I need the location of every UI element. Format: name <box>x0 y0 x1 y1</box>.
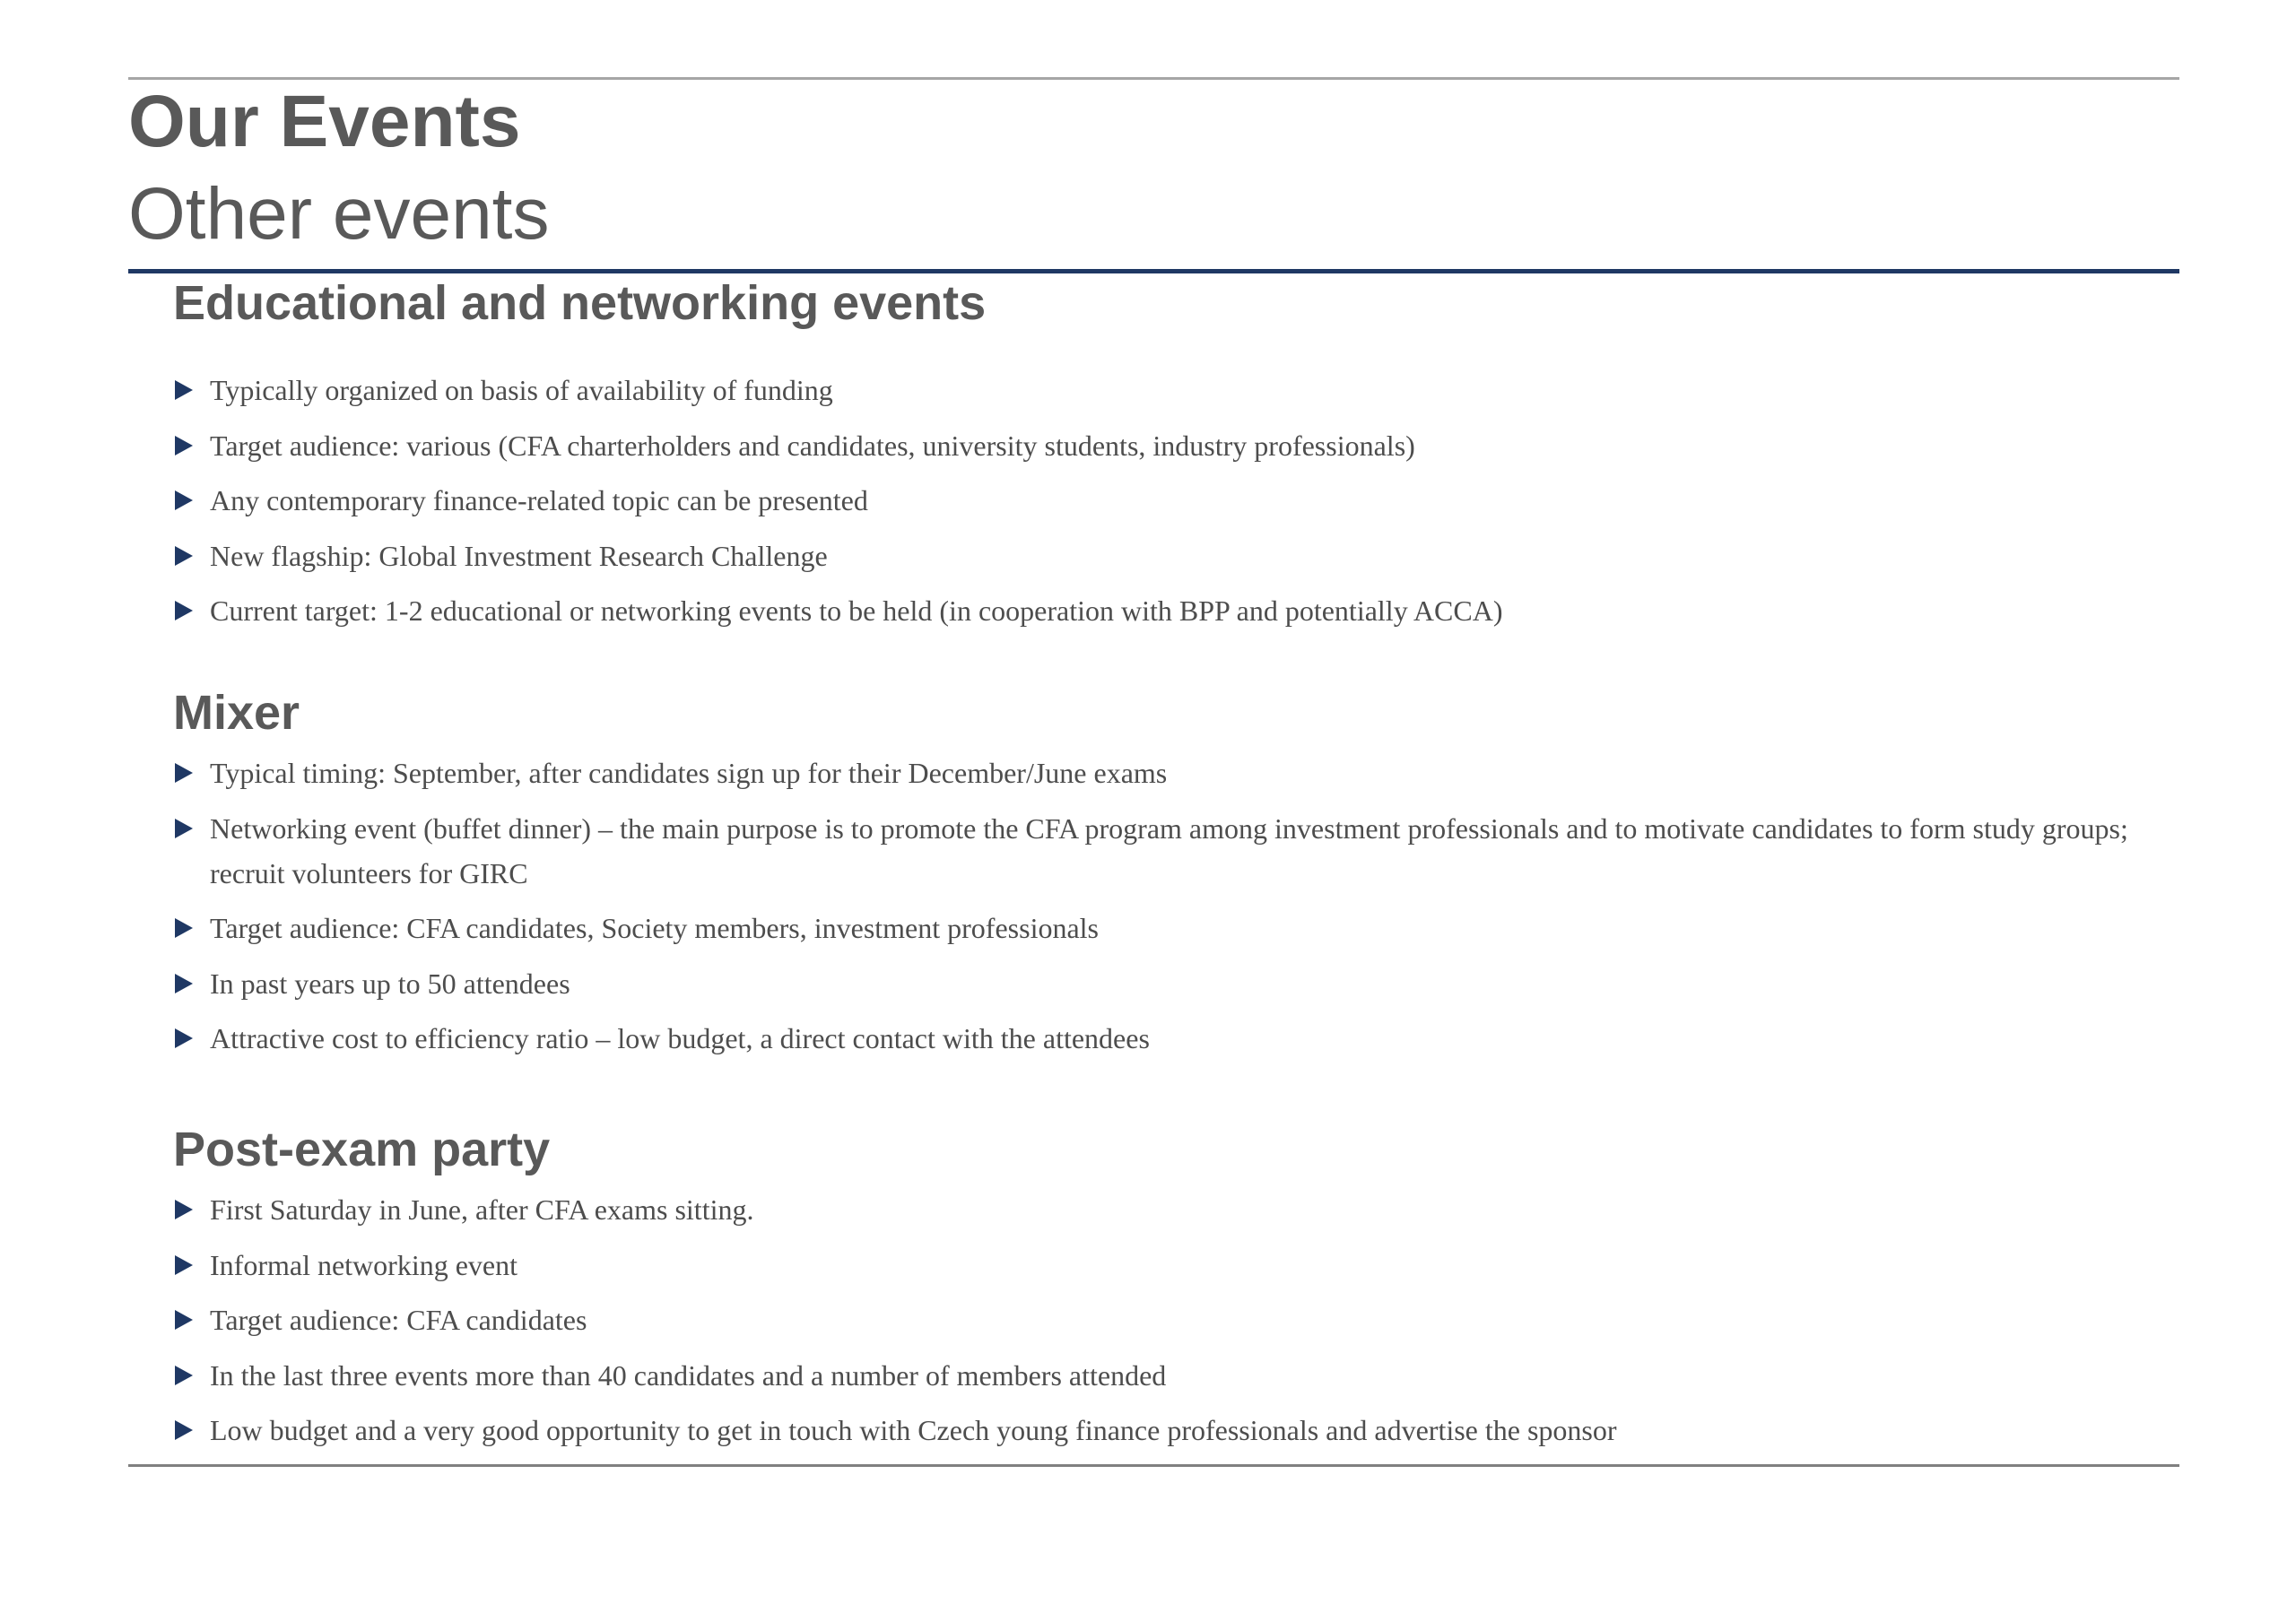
list-item <box>173 1408 2187 1453</box>
triangle-right-icon <box>175 546 193 566</box>
triangle-right-icon <box>175 1255 193 1275</box>
list-item-text: Target audience: CFA candidates <box>210 1304 587 1336</box>
list-item <box>173 533 2187 578</box>
triangle-right-icon <box>175 490 193 510</box>
list-item-text: Target audience: various (CFA charterholders and candidates, university students, industry professionals) <box>210 429 1415 462</box>
list-item <box>173 423 2187 468</box>
page-title: Our Events <box>128 81 521 162</box>
list-item <box>173 806 2187 896</box>
triangle-right-icon <box>175 763 193 783</box>
bullet-list <box>173 368 2187 633</box>
list-item <box>173 368 2187 412</box>
section-educational-networking <box>173 272 2187 633</box>
section-heading: Mixer <box>173 686 300 740</box>
list-item <box>173 961 2187 1006</box>
list-item-text: Typically organized on basis of availability of funding <box>210 374 833 406</box>
section-mixer <box>173 681 2187 1061</box>
section-heading: Post-exam party <box>173 1123 551 1176</box>
triangle-right-icon <box>175 1366 193 1385</box>
list-item-text: First Saturday in June, after CFA exams sitting. <box>210 1193 754 1226</box>
list-item <box>173 1297 2187 1342</box>
list-item-text: Low budget and a very good opportunity to get in touch with Czech young finance professionals and advertise the sponsor <box>210 1414 1617 1446</box>
list-item <box>173 1353 2187 1398</box>
list-item-text: Networking event (buffet dinner) – the main purpose is to promote the CFA program among investment professionals and to motivate candidates to form study groups; recruit volunteers for GIRC <box>210 811 2128 889</box>
list-item-text: In the last three events more than 40 candidates and a number of members attended <box>210 1358 1167 1392</box>
triangle-right-icon <box>175 1310 193 1330</box>
triangle-right-icon <box>175 1028 193 1048</box>
triangle-right-icon <box>175 1420 193 1440</box>
list-item-text: Attractive cost to efficiency ratio – low budget, a direct contact with the attendees <box>210 1022 1150 1054</box>
triangle-right-icon <box>175 380 193 400</box>
section-post-exam-party <box>173 1118 2187 1453</box>
triangle-right-icon <box>175 819 193 838</box>
triangle-right-icon <box>175 436 193 455</box>
list-item-text: Current target: 1-2 educational or networking events to be held (in cooperation with BPP and potentially ACCA) <box>210 594 1503 627</box>
list-item <box>173 1243 2187 1288</box>
list-item <box>173 478 2187 523</box>
list-item-text: Informal networking event <box>210 1248 517 1281</box>
list-item <box>173 750 2187 795</box>
list-item <box>173 1187 2187 1232</box>
list-item <box>173 1016 2187 1061</box>
bullet-list <box>173 750 2187 1061</box>
triangle-right-icon <box>175 974 193 993</box>
triangle-right-icon <box>175 601 193 620</box>
triangle-right-icon <box>175 1200 193 1219</box>
list-item <box>173 906 2187 950</box>
section-heading: Educational and networking events <box>173 276 987 330</box>
list-item-text: Typical timing: September, after candidates sign up for their December/June exams <box>210 757 1168 789</box>
list-item-text: In past years up to 50 attendees <box>210 967 570 1000</box>
page-subtitle: Other events <box>128 173 550 255</box>
triangle-right-icon <box>175 918 193 938</box>
list-item-text: Any contemporary finance-related topic can be presented <box>210 484 868 516</box>
list-item-text: New flagship: Global Investment Research Challenge <box>210 539 828 572</box>
bottom-rule <box>128 1464 2179 1467</box>
bullet-list <box>173 1187 2187 1453</box>
list-item-text: Target audience: CFA candidates, Society members, investment professionals <box>210 912 1099 944</box>
list-item <box>173 588 2187 633</box>
